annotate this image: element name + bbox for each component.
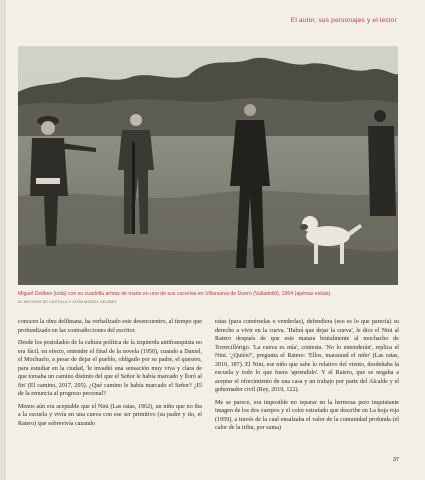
body-column-right bbox=[215, 318, 399, 437]
figure-caption: Miguel Delibes (izda) con su cuadrilla armas de mano en uno de sus cacerías en Villanueva de Duero (Valladolid), 1964 (apénas estala). bbox=[18, 291, 332, 297]
paragraph: Me se parece, era imposible no reparar en la hermosa pero inquietante imagen de los dos cuerpos y el color estrafado que describe en La hoja roja (1959), a través de la cual ensalzaba el valor de la comunidad profunda (el calor de la tribu, por suma) bbox=[215, 399, 399, 431]
page-number: 37 bbox=[392, 457, 399, 463]
photo-image bbox=[18, 46, 398, 285]
figure-credit: EL ARCHIVO DE CASTILLA Y LEÓN MIGUEL DELIBES bbox=[18, 300, 117, 304]
running-head: El autor, sus personajes y el lector bbox=[290, 17, 397, 24]
hunting-photograph bbox=[18, 46, 398, 285]
page-edge bbox=[0, 0, 6, 480]
paragraph: conocen la obra delibeana, ha verbalizado este desencuentro, al tiempo que profundizado en las contradicciones del escritor. bbox=[18, 319, 202, 334]
paragraph: Menos aún era aceptable que el Nini (Las ratas, 1962), un niño que no iba a la escuela y vivía en una cueva con ese ser primitivo (su padre y tío, el Ratero) que sobrevivía cazando bbox=[18, 403, 202, 427]
paragraph: Desde los postulados de la cultura política de la izquierda antifranquista no era fácil, en efecto, entender el final de la novela (1950), cuando a Daniel, el Mochuelo, a pesar de dejar el pueblo, obligado por su padre, el quesero, para estudiar en la ciudad, 'le invadió una sensación muy viva y clara de que tomaba un camino distinto del que el Señor le había marcado y lloró al fin' (El camino, 2017, 205). ¿Qué camino le había marcado el Señor? ¿El de la renuncia al progreso personal? bbox=[18, 340, 202, 397]
paragraph: ratas (para comérselas o venderlas), defendiera (eso es lo que parecía) su derecho a vivir en la cueva. 'Habrá que dejar la cueva', le dice el Nini al Ratero después de que este matara brutalmente al mochacho de Torrecillórigo. 'La cueva es mía', contesta. 'No lo entenderán', replica el Nini. '¿Quién?', pregunta el Ratero: 'Ellos, mararaud el niño' (Las ratas, 2010, 187). El Nini, ese niño que sabe lo relativo del viento, desdeñaba la escuela y todo lo que fuera 'aprendido'. Y el Ratero, que se negaba a aceptar el ofrecimiento de una casa y un trabajo por parte del Alcalde y el gobernador civil (Rey, 2019, 122). bbox=[215, 319, 399, 393]
body-column-left bbox=[18, 318, 202, 432]
